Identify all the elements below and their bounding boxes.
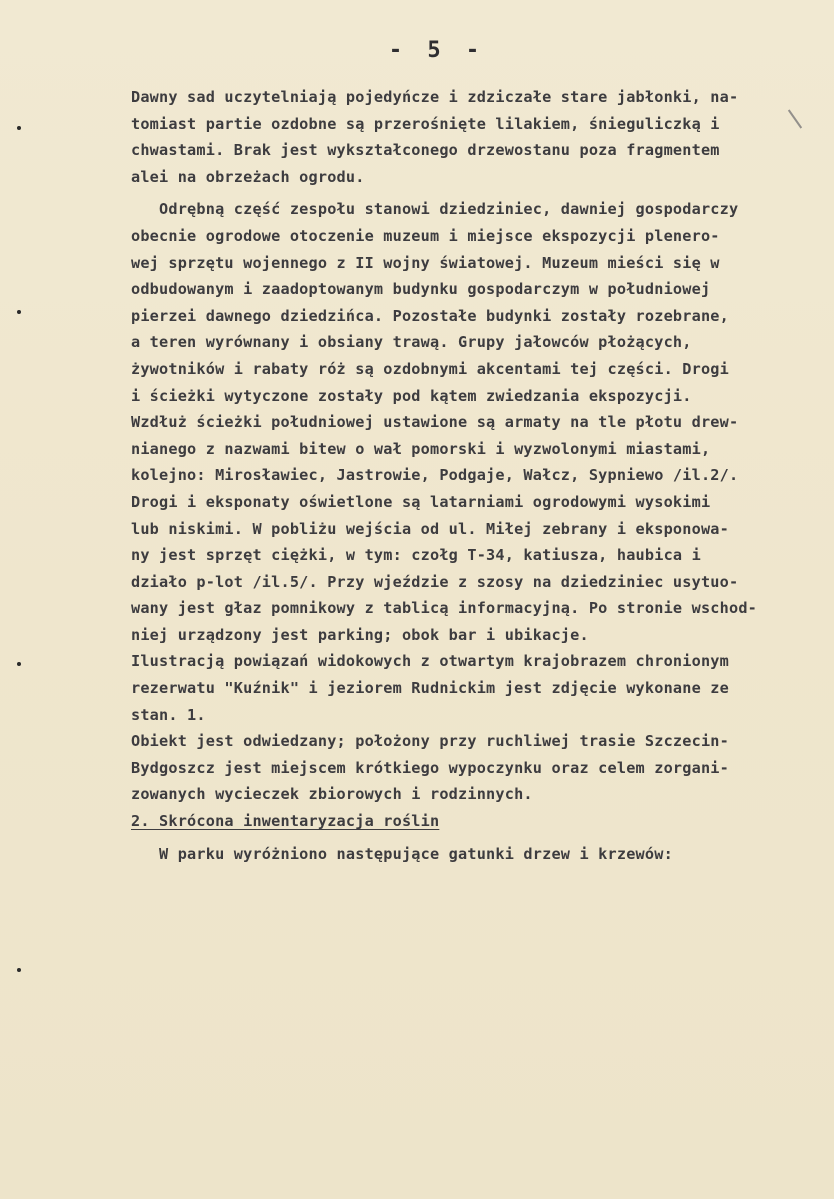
text-line: pierzei dawnego dziedzińca. Pozostałe budynki zostały rozebrane, [131, 306, 729, 325]
punch-hole-mark [17, 662, 21, 666]
text-line: Dawny sad uczytelniają pojedyńcze i zdziczałe stare jabłonki, na- [131, 88, 739, 106]
text-line: Obiekt jest odwiedzany; położony przy ruchliwej trasie Szczecin- [131, 732, 729, 751]
paragraph-1 [131, 84, 831, 190]
page-number: - 5 - [388, 38, 486, 63]
text-line: i ścieżki wytyczone zostały pod kątem zwiedzania ekspozycji. [131, 386, 692, 405]
section-heading: 2. Skrócona inwentaryzacja roślin [131, 812, 440, 831]
punch-hole-mark [17, 126, 21, 130]
text-line: żywotników i rabaty róż są ozdobnymi akcentami tej części. Drogi [131, 359, 729, 378]
text-line: tomiast partie ozdobne są przerośnięte lilakiem, śnieguliczką i [131, 114, 720, 133]
text-line: obecnie ogrodowe otoczenie muzeum i miejsce ekspozycji plenero- [131, 226, 720, 245]
text-line: Ilustracją powiązań widokowych z otwartym krajobrazem chronionym [131, 652, 729, 671]
punch-hole-mark [17, 310, 21, 314]
text-line: Wzdłuż ścieżki południowej ustawione są armaty na tle płotu drew- [131, 413, 739, 432]
text-line: lub niskimi. W pobliżu wejścia od ul. Miłej zebrany i eksponowa- [131, 519, 729, 538]
text-line: nianego z nazwami bitew o wał pomorski i wyzwolonymi miastami, [131, 439, 711, 458]
typed-text-body [131, 84, 831, 867]
text-line: wej sprzętu wojennego z II wojny światowej. Muzeum mieści się w [131, 253, 720, 272]
text-line: a teren wyrównany i obsiany trawą. Grupy jałowców płożących, [131, 333, 692, 352]
text-line: Odrębną część zespołu stanowi dziedziniec, dawniej gospodarczy [131, 200, 739, 219]
text-line: ny jest sprzęt ciężki, w tym: czołg T-34, katiusza, haubica i [131, 546, 701, 565]
punch-hole-mark [17, 968, 21, 972]
text-line: odbudowanym i zaadoptowanym budynku gospodarczym w południowej [131, 280, 711, 299]
text-line: chwastami. Brak jest wykształconego drzewostanu poza fragmentem [131, 141, 720, 160]
text-line: kolejno: Mirosławiec, Jastrowie, Podgaje, Wałcz, Sypniewo /il.2/. [131, 466, 739, 485]
paragraph-2 [131, 196, 831, 808]
text-line: zowanych wycieczek zbiorowych i rodzinnych. [131, 785, 533, 804]
text-line: alei na obrzeżach ogrodu. [131, 167, 365, 186]
section-intro: W parku wyróżniono następujące gatunki drzew i krzewów: [131, 844, 673, 863]
text-line: Bydgoszcz jest miejscem krótkiego wypoczynku oraz celem zorgani- [131, 758, 729, 777]
text-line: stan. 1. [131, 705, 206, 724]
text-line: Drogi i eksponaty oświetlone są latarniami ogrodowymi wysokimi [131, 492, 711, 511]
text-line: rezerwatu "Kuźnik" i jeziorem Rudnickim jest zdjęcie wykonane ze [131, 679, 729, 698]
text-line: działo p-lot /il.5/. Przy wjeździe z szosy na dziedziniec usytuo- [131, 572, 739, 591]
text-line: wany jest głaz pomnikowy z tablicą informacyjną. Po stronie wschod- [131, 599, 758, 618]
text-line: niej urządzony jest parking; obok bar i ubikacje. [131, 625, 589, 644]
